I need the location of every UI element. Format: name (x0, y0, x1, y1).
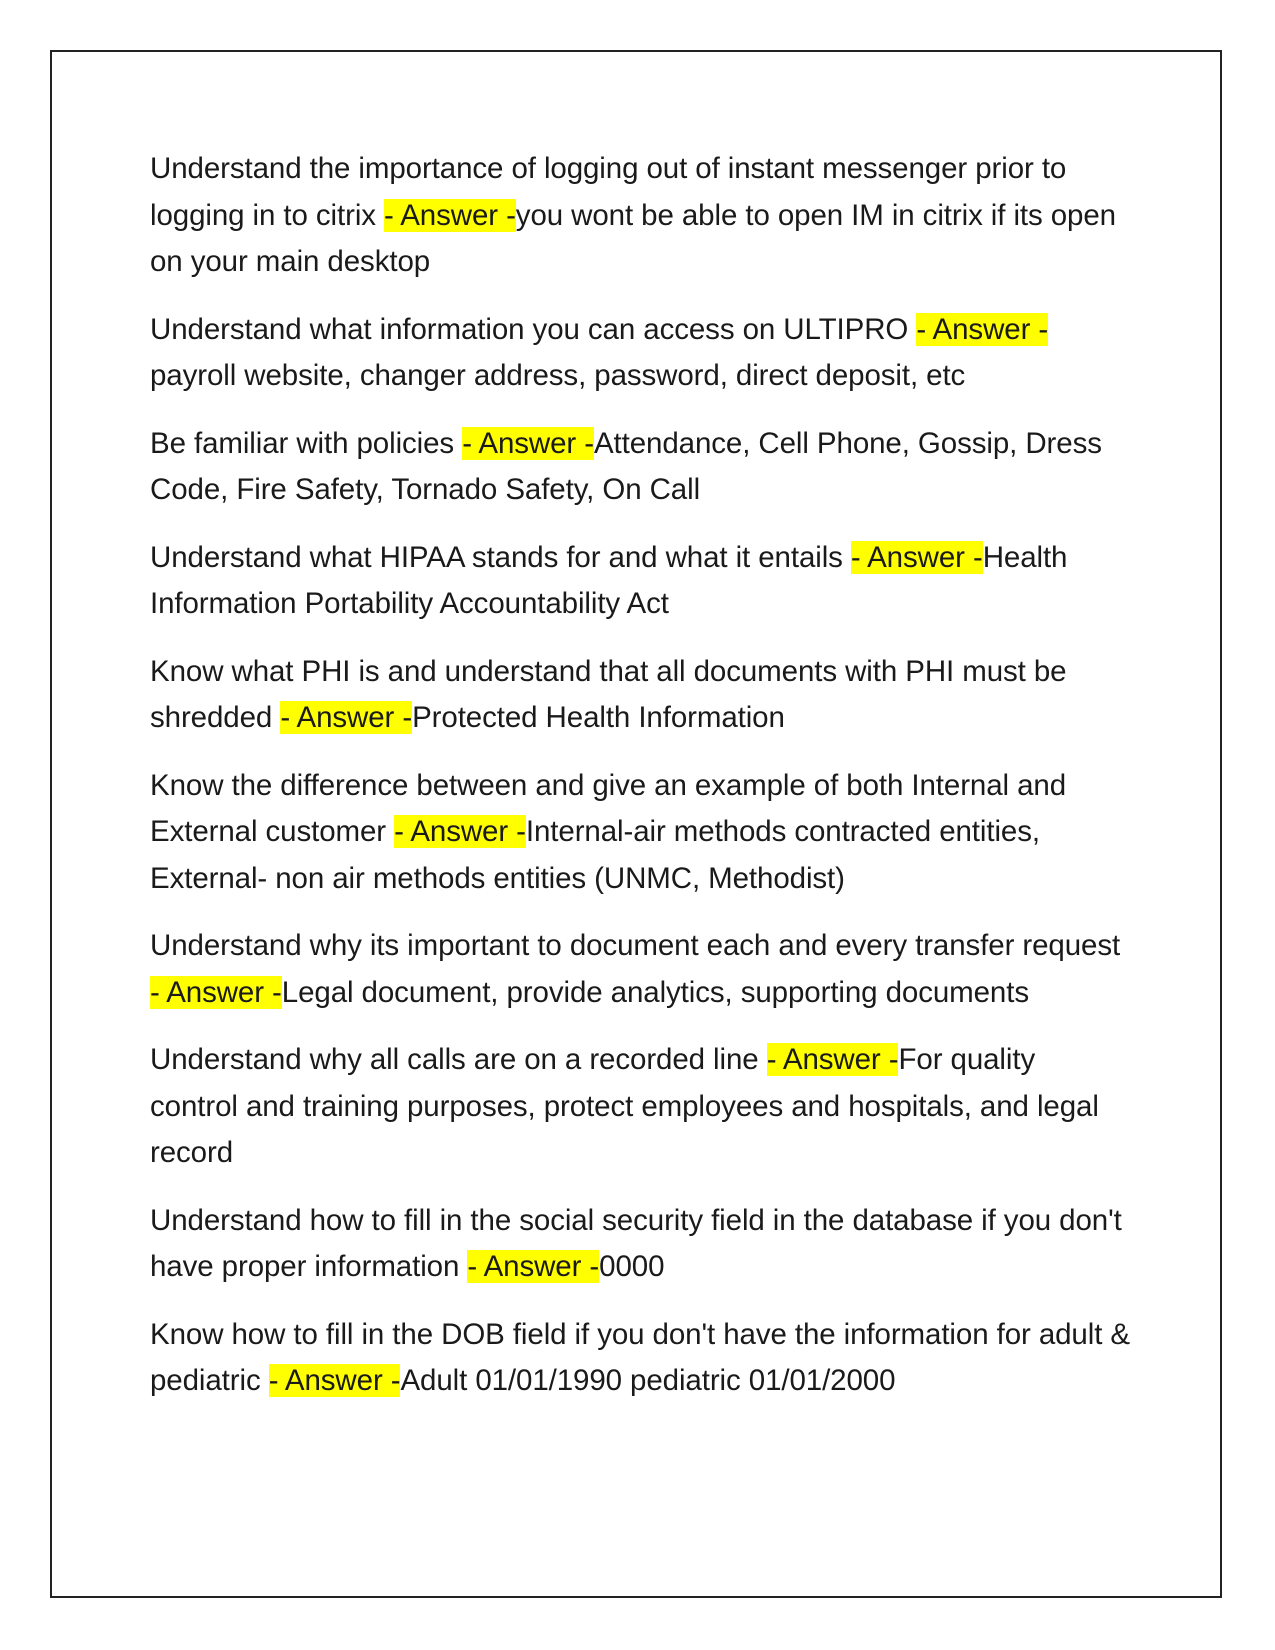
question-text: Understand why all calls are on a recorded line (150, 1043, 767, 1076)
question-text: Understand what information you can access on ULTIPRO (150, 312, 917, 346)
answer-marker: - Answer - (467, 1250, 600, 1283)
answer-marker: - Answer - (150, 975, 282, 1009)
answer-text: Attendance, Cell Phone, Gossip, Dress Code, Fire Safety, Tornado Safety, On Call (150, 426, 1102, 506)
answer-text: payroll website, changer address, password, direct deposit, etc (150, 359, 966, 392)
document-body (150, 146, 1130, 1426)
qa-item-8 (150, 1037, 1130, 1177)
answer-marker: - Answer - (384, 198, 516, 232)
qa-item-2 (150, 307, 1130, 400)
qa-item-6 (150, 763, 1130, 903)
question-text: Know what PHI is and understand that all documents with PHI must be shredded (150, 654, 1067, 734)
qa-item-3 (150, 421, 1130, 514)
qa-item-9 (150, 1198, 1130, 1291)
answer-text: 0000 (599, 1250, 665, 1283)
answer-text: Health Information Portability Accountability Act (150, 540, 1068, 620)
question-text: Understand why its important to document each and every transfer request (150, 929, 1121, 962)
qa-item-4 (150, 535, 1130, 628)
answer-text: Internal-air methods contracted entities, External- non air methods entities (UNMC, Methodist) (150, 815, 1040, 895)
answer-marker: - Answer - (766, 1043, 899, 1076)
qa-item-1 (150, 146, 1130, 286)
answer-marker: - Answer - (268, 1364, 401, 1397)
answer-text: Adult 01/01/1990 pediatric 01/01/2000 (400, 1364, 896, 1397)
answer-text: you wont be able to open IM in citrix if its open on your main desktop (150, 198, 1116, 278)
answer-marker: - Answer - (462, 426, 594, 460)
qa-item-10 (150, 1312, 1130, 1405)
question-text: Understand what HIPAA stands for and what it entails (150, 540, 851, 574)
answer-marker: - Answer - (280, 701, 413, 734)
answer-marker: - Answer - (850, 540, 983, 574)
answer-marker: - Answer - (916, 312, 1049, 346)
question-text: Understand the importance of logging out of instant messenger prior to logging in to citrix (150, 152, 1067, 232)
qa-item-5 (150, 649, 1130, 742)
question-text: Be familiar with policies (150, 426, 463, 460)
question-text: Understand how to fill in the social security field in the database if you don't have proper information (150, 1203, 1122, 1283)
answer-text: For quality control and training purposes, protect employees and hospitals, and legal record (150, 1043, 1099, 1169)
answer-text: Legal document, provide analytics, supporting documents (281, 975, 1029, 1009)
answer-text: Protected Health Information (412, 701, 785, 734)
question-text: Know how to fill in the DOB field if you don't have the information for adult & pediatric (150, 1317, 1130, 1397)
answer-marker: - Answer - (394, 815, 526, 848)
qa-item-7 (150, 923, 1130, 1016)
question-text: Know the difference between and give an example of both Internal and External customer (150, 768, 1066, 848)
